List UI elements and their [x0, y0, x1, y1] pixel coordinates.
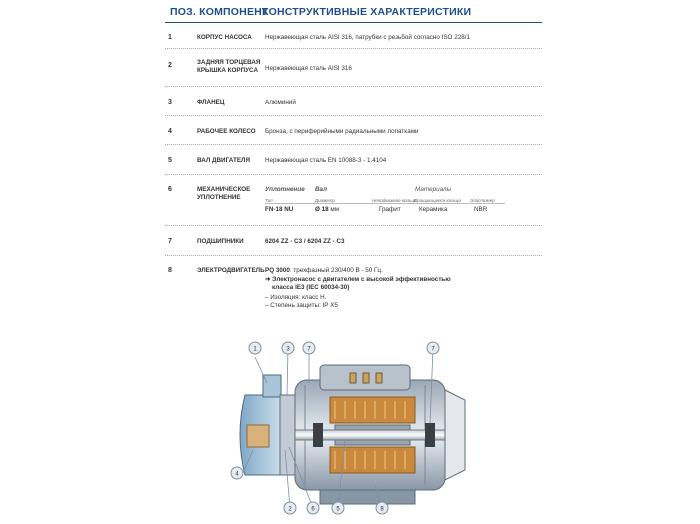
callout-3	[282, 342, 294, 354]
callout-6	[307, 502, 319, 514]
seal-header-materials: Материалы	[415, 186, 452, 193]
callout-7-rear	[427, 342, 439, 354]
row-divider	[165, 115, 542, 116]
row-4-component: РАБОЧЕЕ КОЛЕСО	[197, 128, 256, 135]
bearing-front	[313, 423, 323, 447]
seal-elastomer: NBR	[474, 206, 488, 213]
seal-header-rotating: Вращающееся кольцо	[414, 198, 461, 203]
seal-diameter-unit: мм	[330, 206, 340, 213]
seal-header-type: Тип	[265, 198, 273, 203]
row-1-number: 1	[168, 34, 172, 41]
row-divider	[165, 174, 542, 175]
row-3-number: 3	[168, 99, 172, 106]
svg-text:7: 7	[307, 346, 311, 353]
callout-8	[376, 502, 388, 514]
svg-text:3: 3	[286, 346, 290, 353]
stator-winding-top	[330, 397, 415, 423]
seal-rule	[265, 203, 505, 204]
motor-model: PQ 3000	[265, 267, 290, 274]
callout-1	[249, 342, 261, 354]
callout-2	[284, 502, 296, 514]
callout-4	[231, 467, 243, 479]
seal-type: FN-18 NU	[265, 206, 294, 213]
svg-text:8: 8	[380, 506, 384, 513]
seal-stationary: Графит	[379, 206, 401, 213]
row-5-component: ВАЛ ДВИГАТЕЛЯ	[197, 157, 250, 164]
seal-diameter: Ø 18	[315, 206, 329, 213]
row-2-component: ЗАДНЯЯ ТОРЦЕВАЯ КРЫШКА КОРПУСА	[197, 59, 261, 74]
row-2-spec: Нержавеющая сталь AISI 316	[265, 65, 352, 72]
row-4-number: 4	[168, 128, 172, 135]
motor-model-desc: : трехфазный 230/400 В - 50 Гц.	[289, 267, 383, 274]
seal-header-stationary: Неподвижное кольцо	[372, 198, 417, 203]
seal-header-elastomer: Эластомер	[470, 198, 495, 203]
pump-cutaway-diagram	[225, 335, 485, 520]
seal-rotating: Керамика	[419, 206, 448, 213]
row-divider	[165, 48, 542, 49]
svg-text:2: 2	[288, 506, 292, 513]
row-1-spec: Нержавеющая сталь AISI 316, патрубки с резьбой согласно ISO 228/1	[265, 34, 470, 41]
row-5-spec: Нержавеющая сталь EN 10088-3 - 1.4104	[265, 157, 387, 164]
row-divider	[165, 255, 542, 256]
row-8-component: ЭЛЕКТРОДВИГАТЕЛЬ	[197, 267, 265, 274]
header-specs: КОНСТРУКТИВНЫЕ ХАРАКТЕРИСТИКИ	[262, 6, 472, 18]
arrow-icon: ➜	[265, 276, 271, 283]
callout-5	[332, 502, 344, 514]
svg-text:6: 6	[311, 506, 315, 513]
row-3-component: ФЛАНЕЦ	[197, 99, 225, 106]
row-divider	[165, 225, 542, 226]
row-6-number: 6	[168, 186, 172, 193]
pump-base	[320, 490, 415, 504]
row-7-component: ПОДШИПНИКИ	[197, 238, 244, 245]
motor-insulation: – Изоляция: класс H.	[265, 294, 327, 301]
svg-text:5: 5	[336, 506, 340, 513]
header-rule	[165, 22, 542, 23]
row-5-number: 5	[168, 157, 172, 164]
callout-7-front	[303, 342, 315, 354]
row-4-spec: Бронза, с периферийными радиальными лопатками	[265, 128, 419, 135]
svg-text:7: 7	[431, 346, 435, 353]
impeller	[247, 425, 269, 447]
bearing-rear	[425, 423, 435, 447]
motor-protection: – Степень защиты: IP X5	[265, 302, 338, 309]
seal-header-shaft: Вал	[315, 186, 328, 193]
row-7-spec: 6204 ZZ - C3 / 6204 ZZ - C3	[265, 238, 345, 245]
row-divider	[165, 144, 542, 145]
terminals	[350, 373, 382, 383]
row-3-spec: Алюминий	[265, 99, 296, 106]
header-pos-component: ПОЗ. КОМПОНЕНТ	[170, 6, 269, 18]
svg-text:4: 4	[235, 471, 239, 478]
fan-cover	[445, 390, 465, 480]
row-2-number: 2	[168, 62, 172, 69]
svg-text:1: 1	[253, 346, 257, 353]
row-6-component: МЕХАНИЧЕСКОЕ УПЛОТНЕНИЕ	[197, 186, 251, 201]
row-1-component: КОРПУС НАСОСА	[197, 34, 252, 41]
seal-header-seal: Уплотнение	[265, 186, 305, 193]
motor-highlight-2: класса IE3 (IEC 60034-30)	[272, 284, 350, 291]
seal-header-diameter: Диаметр	[315, 198, 335, 203]
row-divider	[165, 86, 542, 87]
inlet-port	[263, 375, 281, 397]
motor-highlight-1: Электронасос с двигателем с высокой эффективностью	[272, 276, 451, 283]
row-7-number: 7	[168, 238, 172, 245]
row-8-number: 8	[168, 267, 172, 274]
flange	[280, 395, 295, 475]
